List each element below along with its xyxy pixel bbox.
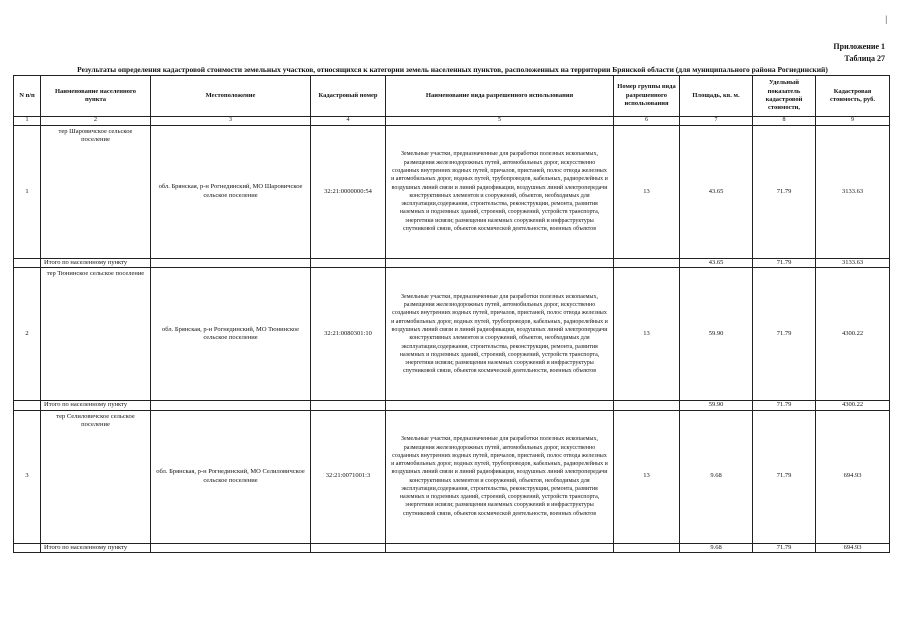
group-number: 13 [614,125,680,258]
column-number: 3 [151,117,311,126]
header-location: Местоположение [151,76,311,117]
total-area: 43.65 [680,258,753,267]
cadastral-number: 32:21:0000000:54 [311,125,386,258]
header-row [14,76,890,117]
cadastral-value-table [13,75,890,553]
header-area: Площадь, кв. м. [680,76,753,117]
area: 43.65 [680,125,753,258]
unit-rate: 71.79 [753,125,816,258]
area: 9.68 [680,410,753,543]
group-number: 13 [614,410,680,543]
document-title: Результаты определения кадастровой стоимости земельных участков, относящихся к категории земель населенных пунктов, расположенных на территории Брянской области (для муниципального района Рогнединский) [77,65,828,74]
total-value: 694.93 [816,543,890,552]
usage-type: Земельные участки, предназначенные для разработки полезных ископаемых, размещения железнодорожных путей, автомобильных дорог, искусственно созданных внутренних водных путей, причалов, пристаней, полос отвода железных и автомобильных дорог, водных путей, трубопроводов, кабельных, радиорелейных и воздушных линий связи и линий радиофикации, воздушных линий электропередачи конструктивных элементов и сооружений, объектов, необходимых для эксплуатации,содержания, строительства, реконструкции, ремонта, развития наземных и подземных зданий, строений, сооружений, устройств транспорта, энергетики исвязи; размещения наземных сооружений и инфраструктуры спутниковой связи, объектов космической деятельности, военных объектов [386,125,614,258]
location: обл. Брянская, р-н Рогнединский, МО Селиловичское сельское поселение [151,410,311,543]
location: обл. Брянская, р-н Рогнединский, МО Шаровичское сельское поселение [151,125,311,258]
cadastral-value: 694.93 [816,410,890,543]
group-number: 13 [614,268,680,401]
table-row [14,268,890,401]
total-unit-rate: 71.79 [753,543,816,552]
total-area: 59.90 [680,401,753,410]
column-number: 8 [753,117,816,126]
table-label: Таблица 27 [844,54,885,63]
total-unit-rate: 71.79 [753,401,816,410]
total-value: 4300.22 [816,401,890,410]
column-number: 6 [614,117,680,126]
total-row [14,258,890,267]
header-unit-rate: Удельный показатель кадастровой стоимости, [753,76,816,117]
column-number: 7 [680,117,753,126]
unit-rate: 71.79 [753,268,816,401]
appendix-label: Приложение 1 [833,42,885,51]
column-number: 1 [14,117,41,126]
total-value: 3133.63 [816,258,890,267]
column-number: 2 [41,117,151,126]
header-usage-type: Наименование вида разрешенного использования [386,76,614,117]
total-label: Итого по населенному пункту [41,401,151,410]
total-row [14,543,890,552]
settlement-name: тер Шаровичское сельское поселение [41,125,151,258]
cadastral-value: 4300.22 [816,268,890,401]
page-mark: | [885,14,887,24]
usage-type: Земельные участки, предназначенные для разработки полезных ископаемых, размещения железнодорожных путей, автомобильных дорог, искусственно созданных внутренних водных путей, причалов, пристаней, полос отвода железных и автомобильных дорог, водных путей, трубопроводов, кабельных, радиорелейных и воздушных линий связи и линий радиофикации, воздушных линий электропередачи конструктивных элементов и сооружений, объектов, необходимых для эксплуатации,содержания, строительства, реконструкции, ремонта, развития наземных и подземных зданий, строений, сооружений, устройств транспорта, энергетики исвязи; размещения наземных сооружений и инфраструктуры спутниковой связи, объектов космической деятельности, военных объектов [386,268,614,401]
row-number: 2 [14,268,41,401]
column-number: 9 [816,117,890,126]
row-number: 3 [14,410,41,543]
header-group-number: Номер группы вида разрешенного использования [614,76,680,117]
column-number: 5 [386,117,614,126]
cadastral-value: 3133.63 [816,125,890,258]
header-cadastral-number: Кадастровый номер [311,76,386,117]
settlement-name: тер Селиловичское сельское поселение [41,410,151,543]
total-row [14,401,890,410]
header-settlement: Наименование населенного пункта [41,76,151,117]
row-number: 1 [14,125,41,258]
total-label: Итого по населенному пункту [41,258,151,267]
header-number: N п/п [14,76,41,117]
area: 59.90 [680,268,753,401]
column-number: 4 [311,117,386,126]
cadastral-number: 32:21:0071001:3 [311,410,386,543]
settlement-name: тер Тюнинское сельское поселение [41,268,151,401]
header-cadastral-value: Кадастровая стоимость, руб. [816,76,890,117]
table-row [14,410,890,543]
column-number-row [14,117,890,126]
total-label: Итого по населенному пункту [41,543,151,552]
location: обл. Брянская, р-н Рогнединский, МО Тюнинское сельское поселение [151,268,311,401]
total-unit-rate: 71.79 [753,258,816,267]
total-area: 9.68 [680,543,753,552]
usage-type: Земельные участки, предназначенные для разработки полезных ископаемых, размещения железнодорожных путей, автомобильных дорог, искусственно созданных внутренних водных путей, причалов, пристаней, полос отвода железных и автомобильных дорог, водных путей, трубопроводов, кабельных, радиорелейных и воздушных линий связи и линий радиофикации, воздушных линий электропередачи конструктивных элементов и сооружений, объектов, необходимых для эксплуатации,содержания, строительства, реконструкции, ремонта, развития наземных и подземных зданий, строений, сооружений, устройств транспорта, энергетики исвязи; размещения наземных сооружений и инфраструктуры спутниковой связи, объектов космической деятельности, военных объектов [386,410,614,543]
cadastral-number: 32:21:0080301:10 [311,268,386,401]
table-row [14,125,890,258]
unit-rate: 71.79 [753,410,816,543]
